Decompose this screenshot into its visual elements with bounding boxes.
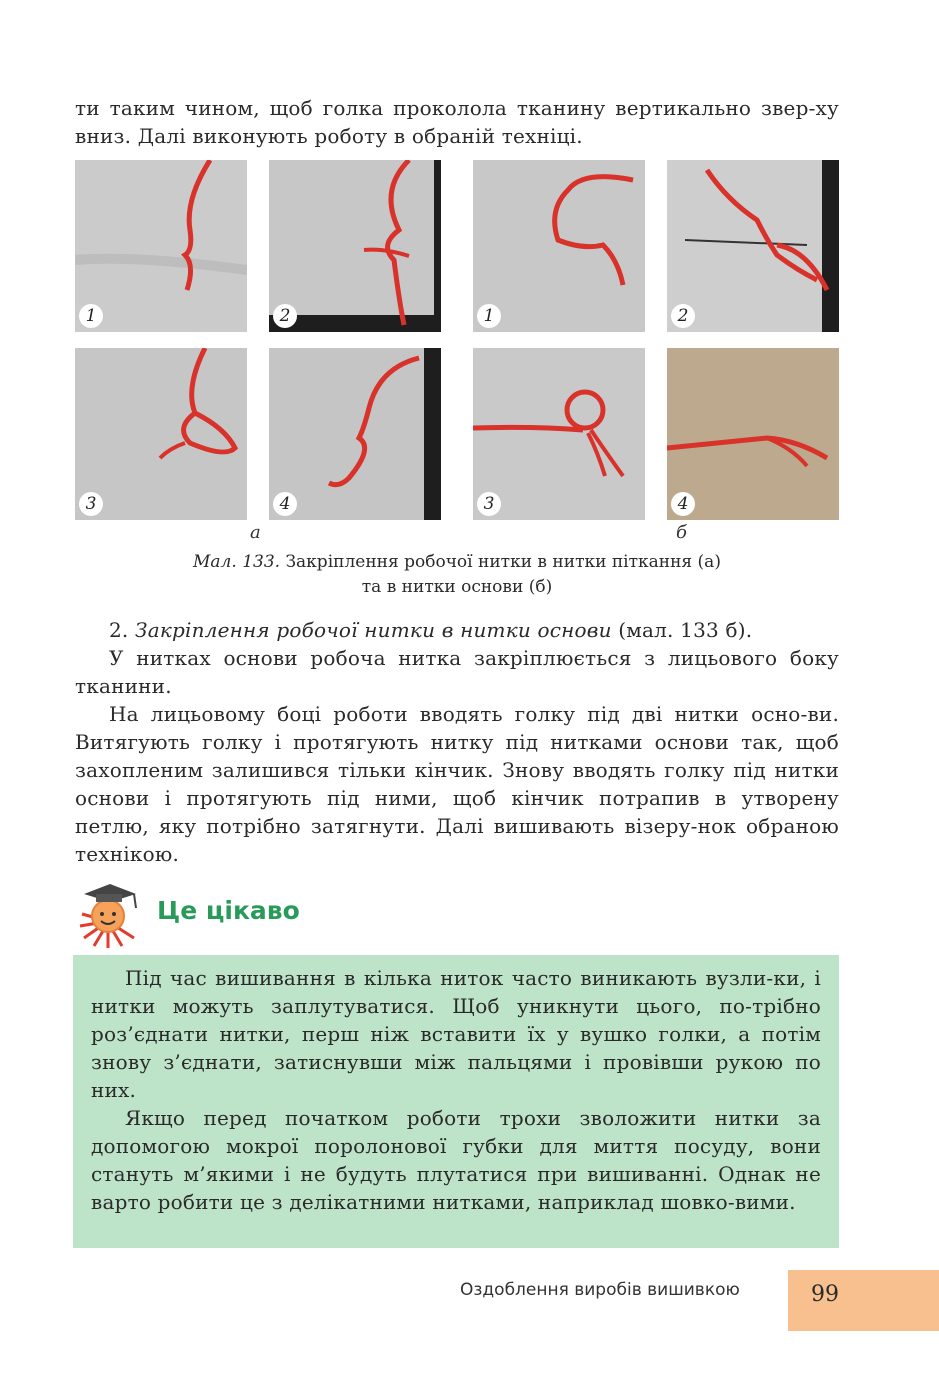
paragraph-2: На лицьовому боці роботи вводять голку під дві нитки осно-ви. Витягують голку і протягують нитку під нитками основи так, щоб захопленим залишився тільки кінчик. Знову вводять голку під нитки основи і протягують під ними, щоб кінчик потрапив в утворену петлю, яку потрібно затягнути. Далі вишивають візеру-нок обраною технікою. xyxy=(75,702,839,866)
fact-title: Це цікаво xyxy=(157,896,300,925)
photo-number: 1 xyxy=(477,304,501,328)
photo-a-2 xyxy=(269,160,441,332)
mascot-icon xyxy=(74,876,144,948)
figure-caption-line-2: та в нитки основи (б) xyxy=(361,577,553,597)
photo-number: 4 xyxy=(273,492,297,516)
photo-number: 3 xyxy=(477,492,501,516)
photo-number: 3 xyxy=(79,492,103,516)
figure-caption xyxy=(75,550,839,574)
photo-number: 2 xyxy=(273,304,297,328)
footer-section-title: Оздоблення виробів вишивкою xyxy=(460,1280,740,1300)
caption-ref: Мал. 133. xyxy=(193,552,281,572)
section-heading xyxy=(75,616,839,644)
section-ref: (мал. 133 б). xyxy=(618,618,753,642)
paragraph-1: У нитках основи робоча нитка закріплюється з лицьового боку тканини. xyxy=(75,646,839,698)
photo-b-1 xyxy=(473,160,645,332)
photo-b-2 xyxy=(667,160,839,332)
intro-paragraph: ти таким чином, щоб голка проколола тканину вертикально звер-ху вниз. Далі виконують роботу в обраній техніці. xyxy=(75,96,839,148)
photo-number: 4 xyxy=(671,492,695,516)
section-number: 2. xyxy=(109,618,129,642)
fact-paragraph-2: Якщо перед початком роботи трохи зволожити нитки за допомогою мокрої поролонової губки для миття посуду, вони стануть м’якими і не будуть плутатися при вишиванні. Однак не варто робити це з делікатними нитками, наприклад шовко-вими. xyxy=(91,1106,821,1214)
photo-b-4 xyxy=(667,348,839,520)
page-number-tab xyxy=(788,1270,939,1331)
photo-number: 1 xyxy=(79,304,103,328)
photo-a-1 xyxy=(75,160,247,332)
fact-box xyxy=(73,955,839,1248)
page-number: 99 xyxy=(811,1282,839,1307)
figure-label-b: б xyxy=(676,522,687,543)
section-title: Закріплення робочої нитки в нитки основи xyxy=(135,618,612,642)
figure-label-a: а xyxy=(250,522,261,543)
caption-line-1: Закріплення робочої нитки в нитки піткання (а) xyxy=(285,552,721,572)
fact-paragraph-1: Під час вишивання в кілька ниток часто виникають вузли-ки, і нитки можуть заплутуватися. Щоб уникнути цього, по-трібно роз’єднати нитки, перш ніж вставити їх у вушко голки, а потім знову з’єднати, затиснувши між пальцями і провівши рукою по них. xyxy=(91,966,821,1102)
photo-a-3 xyxy=(75,348,247,520)
photo-number: 2 xyxy=(671,304,695,328)
photo-b-3 xyxy=(473,348,645,520)
photo-a-4 xyxy=(269,348,441,520)
